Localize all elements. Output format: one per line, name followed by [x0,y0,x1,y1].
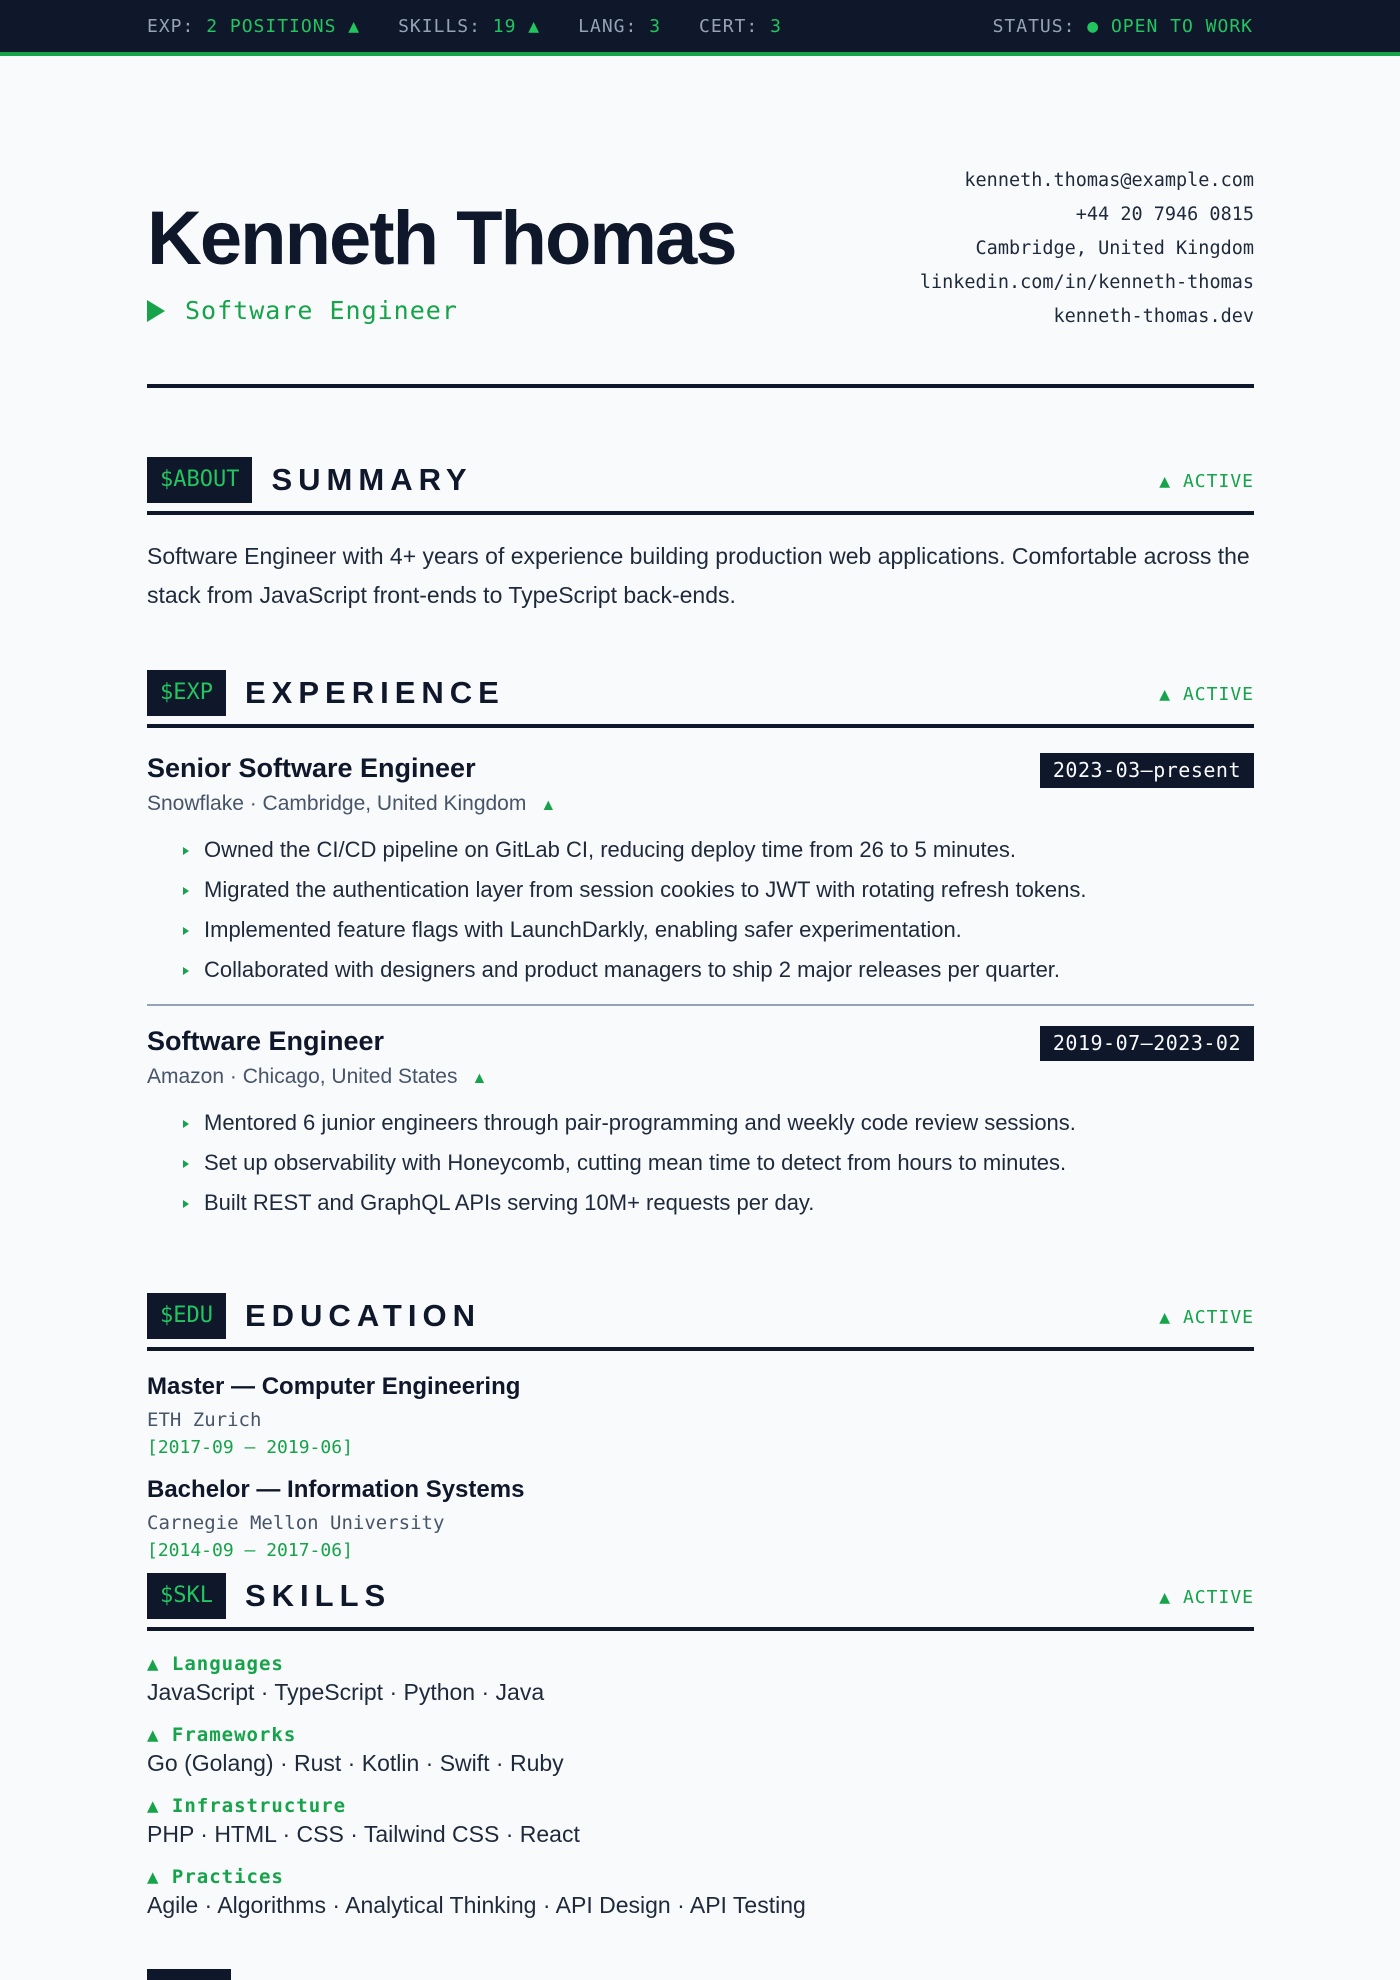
list-item: Set up observability with Honeycomb, cutting mean time to detect from hours to minutes. [183,1143,1254,1183]
job-meta [147,792,1254,816]
skill-list: Go (Golang) · Rust · Kotlin · Swift · Ruby [147,1750,564,1776]
section-header-education [147,1293,1254,1351]
section-title: EDUCATION [244,1298,481,1333]
skill-category: ▲ Practices [147,1866,284,1888]
job-divider [147,1004,1254,1006]
skill-group [147,1866,1254,1919]
experience-section [147,670,1254,1223]
job-bullets [147,1103,1254,1223]
section-title: SUMMARY [271,462,473,497]
list-item: Collaborated with designers and product managers to ship 2 major releases per quarter. [183,950,1254,990]
education-entry [147,1373,1254,1458]
contact-email[interactable]: kenneth.thomas@example.com [964,170,1254,191]
list-item: Migrated the authentication layer from session cookies to JWT with rotating refresh tokens. [183,870,1254,910]
stat-languages: LANG: 3 [578,15,662,37]
next-section-tag [147,1969,231,1980]
up-triangle-icon: ▲ [471,1070,488,1087]
education-section [147,1293,1254,1561]
skill-list: PHP · HTML · CSS · Tailwind CSS · React [147,1821,580,1847]
skills-groups [147,1653,1254,1919]
skill-category: ▲ Frameworks [147,1724,297,1746]
status-bar [0,0,1400,56]
skill-list: Agile · Algorithms · Analytical Thinking · API Design · API Testing [147,1892,806,1918]
section-state: ▲ ACTIVE [1159,1587,1254,1608]
edu-dates: [2017-09 – 2019-06] [147,1437,353,1458]
list-item: Built REST and GraphQL APIs serving 10M+ requests per day. [183,1183,1254,1223]
edu-school: ETH Zurich [147,1409,262,1431]
job-title: Software Engineer [147,1026,385,1056]
job-date-badge: 2023-03—present [1040,753,1254,788]
section-title: SKILLS [244,1578,392,1613]
up-triangle-icon: ▲ [540,797,557,814]
stat-experience: EXP: 2 POSITIONS ▲ [147,15,361,37]
stat-certifications: CERT: 3 [699,15,782,37]
candidate-name: Kenneth Thomas [147,196,736,281]
job-bullets [147,830,1254,990]
skill-category: ▲ Infrastructure [147,1795,347,1817]
job-date-badge: 2019-07—2023-02 [1040,1026,1254,1061]
list-item: Mentored 6 junior engineers through pair-programming and weekly code review sessions. [183,1103,1254,1143]
edu-dates: [2014-09 – 2017-06] [147,1540,353,1561]
edu-degree: Bachelor — Information Systems [147,1476,525,1503]
skill-category: ▲ Languages [147,1653,284,1675]
skill-list: JavaScript · TypeScript · Python · Java [147,1679,545,1705]
section-state: ▲ ACTIVE [1159,471,1254,492]
section-tag: $SKL [147,1573,226,1619]
section-title: EXPERIENCE [244,675,505,710]
skill-group [147,1724,1254,1777]
skill-group [147,1795,1254,1848]
skill-group [147,1653,1254,1706]
education-entry [147,1476,1254,1561]
section-header-skills [147,1573,1254,1631]
skills-section [147,1573,1254,1919]
job-company: Amazon · Chicago, United States [147,1065,458,1088]
job-entry [147,1026,1254,1223]
section-state: ▲ ACTIVE [1159,684,1254,705]
section-header-summary [147,457,1254,515]
job-meta [147,1065,1254,1089]
contact-location: Cambridge, United Kingdom [975,238,1254,259]
job-title: Senior Software Engineer [147,753,476,783]
section-state: ▲ ACTIVE [1159,1307,1254,1328]
contact-linkedin[interactable]: linkedin.com/in/kenneth-thomas [919,272,1254,293]
job-entry [147,753,1254,990]
contact-phone[interactable]: +44 20 7946 0815 [1075,204,1254,225]
section-tag: $EDU [147,1293,226,1339]
edu-school: Carnegie Mellon University [147,1512,445,1534]
play-triangle-icon [147,300,165,322]
resume-page [147,56,1254,1937]
stat-status: STATUS: ● OPEN TO WORK [992,15,1253,37]
role-text: Software Engineer [185,296,458,325]
contact-block [920,164,1254,334]
job-company: Snowflake · Cambridge, United Kingdom [147,792,527,815]
candidate-role [147,296,458,325]
stat-skills: SKILLS: 19 ▲ [398,15,541,37]
edu-degree: Master — Computer Engineering [147,1373,521,1400]
header-divider [147,384,1254,388]
summary-text: Software Engineer with 4+ years of experience building production web applications. Comfortable across the stack from JavaScript front-ends to TypeScript back-ends. [147,543,1250,608]
list-item: Owned the CI/CD pipeline on GitLab CI, reducing deploy time from 26 to 5 minutes. [183,830,1254,870]
section-tag: $ABOUT [147,457,252,503]
section-header-experience [147,670,1254,728]
summary-section [147,457,1254,615]
contact-website[interactable]: kenneth-thomas.dev [1053,306,1254,327]
section-tag: $EXP [147,670,226,716]
list-item: Implemented feature flags with LaunchDarkly, enabling safer experimentation. [183,910,1254,950]
resume-header [147,56,1254,388]
